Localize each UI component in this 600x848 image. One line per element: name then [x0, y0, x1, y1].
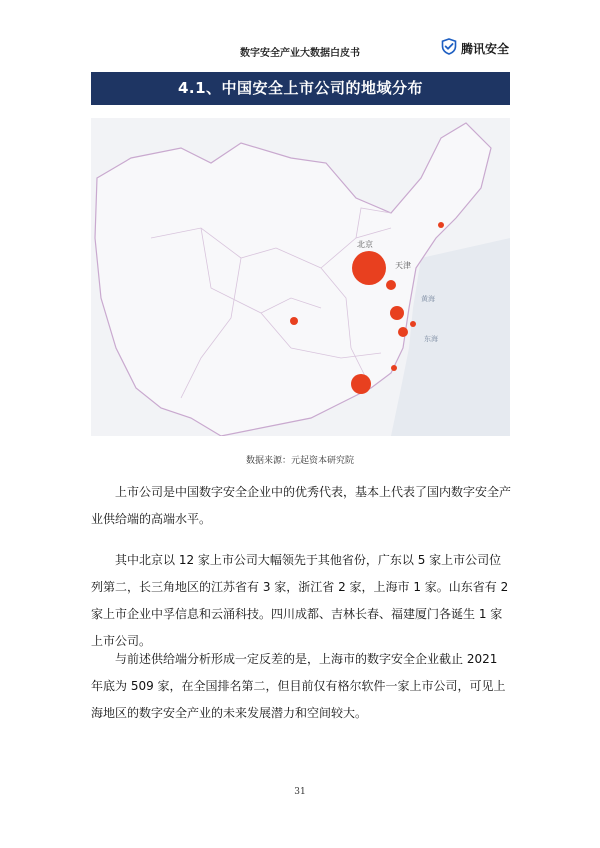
- tianjin-label: 天津: [395, 261, 411, 270]
- paragraph: 其中北京以 12 家上市公司大幅领先于其他省份，广东以 5 家上市公司位列第二，长三角地区的江苏省有 3 家，浙江省 2 家，上海市 1 家。山东省有 2 家上市企业中孚信息和云涌科技。四川成都、吉林长春、福建厦门各诞生 1 家上市公司。: [91, 553, 509, 648]
- map-caption: 数据来源：元起资本研究院: [245, 456, 354, 466]
- section-heading: 4.1、中国安全上市公司的地域分布: [91, 72, 510, 105]
- marker-changchun: [438, 222, 444, 228]
- beijing-label: 北京: [357, 240, 373, 249]
- marker-shanghai: [410, 321, 416, 327]
- china-map: [91, 118, 510, 436]
- paragraph: 与前述供给端分析形成一定反差的是，上海市的数字安全企业截止 2021 年底为 509 家，在全国排名第二，但目前仅有格尔软件一家上市公司，可见上海地区的数字安全产业的未来发展潜力和空间较大。: [91, 652, 506, 720]
- brand-name: 腾讯安全: [461, 42, 510, 56]
- marker-jiangsu: [390, 306, 404, 320]
- east-sea-label: 东海: [424, 335, 438, 343]
- brand-logo: [441, 38, 509, 59]
- paragraph: 上市公司是中国数字安全企业中的优秀代表，基本上代表了国内数字安全产业供给端的高端水平。: [91, 485, 512, 526]
- header-title: 数字安全产业大数据白皮书: [240, 48, 360, 59]
- shield-icon: [441, 38, 457, 59]
- marker-beijing: [352, 251, 386, 285]
- marker-shandong: [386, 280, 396, 290]
- yellow-sea-label: 黄海: [421, 295, 435, 303]
- marker-zhejiang: [398, 327, 408, 337]
- marker-guangdong: [351, 374, 371, 394]
- page-number: 31: [294, 787, 306, 797]
- marker-chengdu: [290, 317, 298, 325]
- marker-xiamen: [391, 365, 397, 371]
